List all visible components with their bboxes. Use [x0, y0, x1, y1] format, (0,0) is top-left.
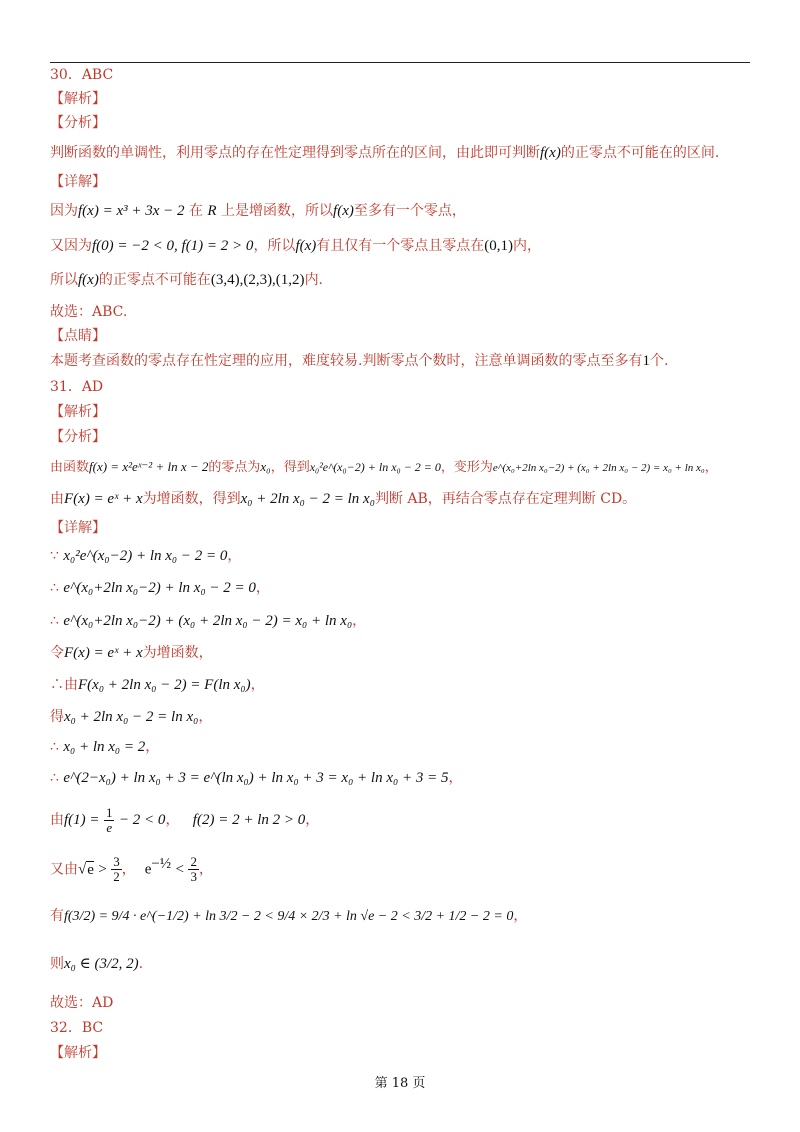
math-e: e: [144, 861, 152, 878]
text-run: 得: [50, 709, 64, 725]
math-equation: x₀ + 2ln x₀ − 2 = ln x₀: [240, 491, 375, 507]
text-run: ，: [305, 812, 320, 828]
text-run: ，: [513, 908, 528, 924]
text-run: ，: [121, 861, 136, 878]
text-run: 至多有一个零点，: [353, 203, 466, 219]
math-fx: f(x): [333, 203, 354, 219]
text-run: 内.: [304, 272, 324, 288]
q31-step6: [50, 707, 212, 727]
text-run: 的零点为: [208, 460, 261, 475]
text-run: ，: [704, 460, 718, 475]
math-step: x₀²e^(x₀−2) + ln x₀ − 2 = 0: [63, 548, 228, 564]
text-run: ∴: [50, 613, 64, 629]
text-run: 上是增函数，所以: [216, 203, 334, 219]
math-step: F(x) = eˣ + x: [64, 645, 143, 661]
math-step: f(3/2) = 9/4 · e^(−1/2) + ln 3/2 − 2 < 9/4 × 2/3 + ln √e − 2 < 3/2 + 1/2 − 2 = 0: [64, 909, 514, 924]
math-fx: f(x): [295, 238, 317, 254]
text-run: 由: [50, 491, 64, 507]
q30-dianjing-header: 【点睛】: [50, 328, 106, 344]
text-run: ，变形为: [440, 460, 493, 475]
math-step: e^(2−x₀) + ln x₀ + 3 = e^(ln x₀) + ln x₀ + 3 = x₀ + ln x₀ + 3 = 5: [63, 770, 449, 786]
math-fx: f(x): [540, 145, 561, 161]
text-run: 为增函数，: [142, 645, 213, 661]
q31-step11: [50, 903, 527, 930]
math-values: f(0) = −2 < 0, f(1) = 2 > 0: [92, 238, 254, 254]
q31-step9: [50, 805, 319, 835]
math-lt: <: [175, 861, 184, 878]
fraction-numerator: 3: [113, 854, 120, 870]
text-run: 令: [50, 645, 64, 661]
q30-analysis-header: 【解析】: [50, 91, 106, 107]
text-run: ∴: [50, 739, 64, 755]
text-run: 个.: [649, 353, 669, 369]
fraction-numerator: 1: [105, 804, 113, 820]
math-function-def: f(x) = x²eˣ⁻² + ln x − 2: [89, 459, 209, 474]
text-run: 由: [50, 812, 64, 828]
q30-fenxi-header: 【分析】: [50, 115, 106, 131]
sqrt-sign: √e: [78, 861, 94, 878]
math-f1: f(1) =: [64, 812, 100, 828]
q30-dianjing-text: [50, 351, 668, 371]
q32-title: 32．BC: [50, 1020, 104, 1036]
q31-title: 31．AD: [50, 379, 104, 395]
math-step: e^(x₀+2ln x₀−2) + (x₀ + 2ln x₀ − 2) = x₀ + ln x₀: [63, 613, 353, 629]
text-run: ，: [250, 677, 265, 693]
text-run: ∴: [50, 770, 64, 786]
math-one: 1: [642, 353, 650, 369]
text-run: ，: [165, 812, 180, 828]
fraction-denominator: 3: [190, 869, 197, 885]
q31-step10: [50, 849, 213, 885]
q30-answer: 故选：ABC.: [50, 304, 128, 320]
math-step: x₀ + ln x₀ = 2: [63, 739, 146, 755]
q30-detail-line1: [50, 201, 466, 221]
sqrt-radicand: e: [87, 861, 94, 878]
text-run: 有且仅有一个零点且零点在: [316, 238, 485, 254]
page-number: 第 18 页: [374, 1076, 426, 1091]
math-F-def: F(x) = eˣ + x: [64, 491, 143, 507]
q31-answer: 故选：AD: [50, 995, 114, 1011]
fraction: [188, 855, 199, 884]
q30-title: 30．ABC: [50, 67, 114, 83]
text-run: 有: [50, 908, 64, 924]
text-run: 判断 AB，再结合零点存在定理判断 CD。: [374, 491, 637, 507]
text-run: 为增函数，得到: [142, 491, 241, 507]
text-run: 则: [50, 956, 64, 972]
math-exponent: −½: [151, 856, 172, 872]
math-step: x₀ + 2ln x₀ − 2 = ln x₀: [64, 709, 199, 725]
q32-analysis-header: 【解析】: [50, 1045, 106, 1061]
text-run: 又因为: [50, 238, 92, 254]
fraction-numerator: 2: [190, 854, 197, 870]
q30-detail-line2: [50, 236, 541, 256]
math-gt: >: [98, 861, 107, 878]
text-run: 的正零点不可能在的区间.: [560, 145, 720, 161]
text-run: ，: [198, 861, 213, 878]
header-rule: [50, 62, 750, 63]
q31-fenxi-header: 【分析】: [50, 429, 106, 445]
q31-fenxi-line2: [50, 489, 636, 509]
text-run: 内，: [513, 238, 542, 254]
math-step: x₀ ∈ (3/2, 2): [64, 956, 139, 972]
q30-fenxi-text: [50, 143, 719, 163]
text-run: ，: [255, 580, 270, 596]
text-run: 因为: [50, 203, 78, 219]
q31-step5: [50, 675, 265, 695]
text-run: 判断函数的单调性，利用零点的存在性定理得到零点所在的区间，由此即可判断: [50, 145, 540, 161]
math-interval: (0,1): [484, 238, 514, 254]
text-run: ，: [145, 739, 160, 755]
q31-step2: [50, 578, 270, 598]
math-R: R: [207, 203, 217, 219]
text-run: ，: [198, 709, 213, 725]
math-equation: x₀²e^(x₀−2) + ln x₀ − 2 = 0: [309, 460, 441, 474]
text-run: ∴由: [50, 677, 78, 693]
fraction: [111, 855, 122, 884]
text-run: ∴: [50, 580, 64, 596]
fraction: [104, 806, 115, 835]
text-run: 所以: [50, 272, 78, 288]
text-run: 又由: [50, 861, 78, 878]
text-run: 由函数: [50, 460, 90, 475]
q31-fenxi-line1: [50, 457, 718, 478]
q30-detail-header: 【详解】: [50, 174, 106, 190]
q31-step12: [50, 951, 143, 977]
q31-step3: [50, 611, 366, 631]
math-step: F(x₀ + 2ln x₀ − 2) = F(ln x₀): [78, 677, 251, 693]
q31-step7: [50, 737, 159, 757]
math-fx: f(x): [78, 272, 99, 288]
math-function-def: f(x) = x³ + 3x − 2: [78, 203, 185, 219]
q31-step8: [50, 768, 462, 788]
text-run: ，: [227, 548, 242, 564]
math-transform: e^(x₀+2ln x₀−2) + (x₀ + 2ln x₀ − 2) = x₀ + ln x₀: [492, 462, 705, 474]
text-run: .: [138, 956, 144, 972]
text-run: ，得到: [270, 460, 310, 475]
text-run: ，所以: [253, 238, 296, 254]
fraction-denominator: 2: [113, 869, 120, 885]
math-intervals: (3,4),(2,3),(1,2): [210, 272, 305, 288]
q31-analysis-header: 【解析】: [50, 404, 106, 420]
math-step: e^(x₀+2ln x₀−2) + ln x₀ − 2 = 0: [63, 580, 256, 596]
text-run: ∵: [50, 548, 64, 564]
math-ineq: − 2 < 0: [118, 812, 166, 828]
q30-detail-line3: [50, 270, 323, 290]
q31-step4: [50, 643, 213, 663]
text-run: 本题考查函数的零点存在性定理的应用，难度较易.判断零点个数时，注意单调函数的零点至多有: [50, 353, 643, 369]
q31-detail-header: 【详解】: [50, 520, 106, 536]
text-run: ，: [448, 770, 463, 786]
math-f2: f(2) = 2 + ln 2 > 0: [192, 812, 306, 828]
text-run: 在: [184, 203, 208, 219]
text-run: ，: [352, 613, 367, 629]
fraction-denominator: e: [106, 819, 113, 835]
math-x0: x₀: [260, 459, 271, 474]
text-run: 的正零点不可能在: [98, 272, 211, 288]
q31-step1: [50, 546, 241, 566]
